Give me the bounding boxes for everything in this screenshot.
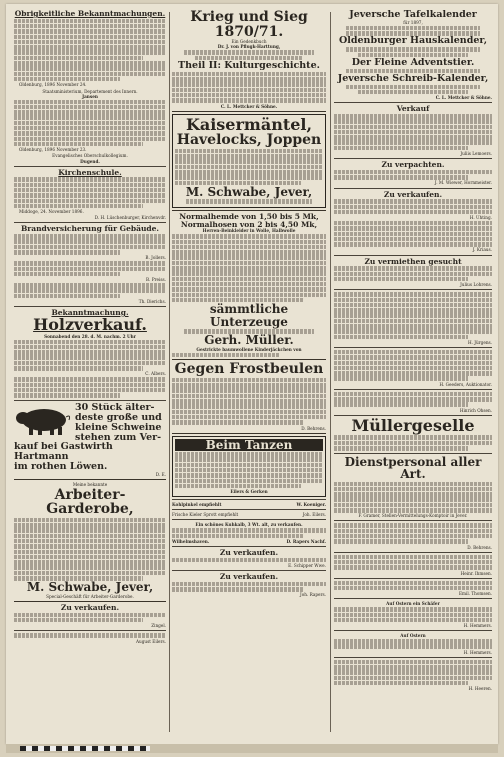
section-heading: Verkauf: [396, 104, 430, 114]
newspaper-page: [6, 4, 498, 744]
ad-line-bold: Normalhemde von 1,50 bis 5 Mk,: [179, 211, 319, 221]
ad-heading: Havelocks, Joppen: [176, 132, 322, 149]
notice-signature: Heinr. Ihmsen.: [460, 570, 492, 576]
notice-signature: B. Jollers.: [145, 255, 166, 261]
notice-signature: D. E.: [155, 472, 166, 478]
ad-line: Ein schönes Kuhkalb, 3 Wt. alt, zu verkaufen.: [195, 522, 303, 528]
ad-sub: Ein Gedenkbuch: [231, 39, 267, 45]
column-left: [14, 10, 166, 735]
notice-signature: D. Behrens.: [301, 425, 326, 431]
ad-sub: für 1897,: [403, 19, 423, 25]
notice-signature: Joh. Eilers.: [302, 512, 326, 518]
ad-line-bold: Normalhosen von 2 bis 4,50 Mk,: [180, 219, 318, 229]
section-heading: Kirchenschule.: [58, 167, 122, 177]
notice-signature: Joh. Rapers.: [300, 592, 326, 598]
pig-line: kleine Schweine: [75, 421, 162, 433]
ad-shop-name: Eilers & Gerken: [230, 489, 268, 495]
column-right: [334, 10, 492, 735]
notice-name: Dugend.: [80, 158, 100, 164]
ad-shop-name: M. Schwabe, Jever,: [185, 184, 313, 199]
notice-signature: J. M. Wiewer, Hornmeister.: [434, 180, 492, 186]
pig-line: kauf bei Gastwirth Hartmann: [14, 441, 113, 463]
section-heading: Zu verkaufen.: [219, 572, 279, 582]
ad-heading: Beim Tanzen: [175, 439, 323, 452]
pig-headline: 30 Stück älter-: [75, 402, 155, 413]
ad-heading: Arbeiter-Garderobe,: [46, 486, 134, 518]
ad-heading: Gegen Frostbeulen: [174, 361, 324, 378]
notice-signature: August Eilers.: [136, 638, 166, 644]
notice-date: Middoge, 24. November 1896.: [19, 209, 84, 215]
section-heading: Zu verkaufen.: [383, 189, 443, 199]
notice-signature: B. Preiss.: [145, 277, 166, 283]
ad-heading: Dienstpersonal aller Art.: [344, 454, 482, 482]
notice-signature: D. Behrens.: [467, 544, 492, 550]
dance-advert: [172, 436, 326, 498]
pig-line: stehen zum Ver-: [75, 431, 162, 443]
sprott-text: Frische Kieler Sprott empfiehlt: [172, 512, 239, 518]
notice-signature: H. Geeders, Auktionator.: [439, 381, 492, 387]
ad-shop-name: C. L. Mettcker & Söhne.: [435, 95, 492, 101]
notice-date: Oldenburg, 1896 November 24.: [19, 82, 87, 88]
notice-signature: H. Jürgens.: [467, 339, 492, 345]
ad-editor: Dr. J. von Pflugk-Harttung,: [217, 44, 281, 50]
notice-signature: J. Kriaus.: [472, 247, 492, 253]
ad-shop-name: C. L. Mettcker & Söhne.: [220, 103, 278, 109]
notice-signature: Hinrich Ohsen.: [459, 407, 492, 413]
notice-signature: H. Uhting.: [469, 215, 492, 221]
notice-signature: H. Hemmers.: [463, 623, 492, 629]
notice-signature: Julius Lohrens.: [460, 282, 492, 288]
ad-date: Sonnabend den 28. d. M. nachm. 2 Uhr: [44, 333, 136, 339]
notice-signature: Juliis Lemoers.: [460, 151, 492, 157]
pig-line: im rothen Löwen.: [14, 461, 108, 473]
ad-shop-name: Gerh. Müller.: [204, 333, 294, 348]
notice-signature: C. Albers.: [145, 371, 166, 377]
ad-line: Herren-Beinkleider in Wolle, Halbwolle: [202, 228, 296, 234]
ad-label: Meine bekannte: [72, 482, 108, 488]
ad-heading: Der Fleine Adventstier.: [351, 56, 475, 68]
notice-signature: Zingel.: [151, 623, 166, 629]
column-divider: [169, 12, 170, 732]
kohl-text: Kohlpinkel empfiehlt: [172, 502, 222, 508]
section-heading: Zu verkaufen.: [60, 603, 120, 612]
ad-sub: Gestrickte baumwollene Kinderjäckchen von: [196, 347, 302, 353]
ad-heading: Krieg und Sieg 1870/71.: [190, 10, 308, 40]
pig-line: deste große und: [75, 411, 162, 423]
pig-illustration-icon: [14, 403, 72, 437]
section-heading: Zu verpachten.: [381, 160, 445, 170]
notice-signature: Th. Dierichs.: [138, 298, 166, 304]
scan-color-ruler: [20, 746, 150, 751]
ad-line: [172, 512, 326, 517]
section-heading: Bekanntmachung.: [51, 307, 129, 317]
pig-advert: [14, 403, 166, 478]
ad-heading: Oldenburger Hauskalender,: [338, 35, 488, 47]
notice-heading: Obrigkeitliche Bekanntmachungen.: [14, 10, 166, 18]
ad-line: [172, 539, 326, 544]
notice-signature: D. Rapers Nachf.: [286, 538, 326, 544]
notice-name: Jansen: [82, 93, 98, 99]
notice-signature: W. Koeniger.: [296, 502, 326, 508]
column-middle: [172, 10, 326, 735]
ad-heading: Jeversche Schreib-Kalender,: [337, 72, 489, 84]
notice-signature: Staatsministerium, Departement des Innern.: [42, 88, 138, 94]
ad-heading: sämmtliche Unterzeuge: [209, 302, 289, 329]
ad-heading: Kaisermäntel,: [185, 114, 313, 134]
notice-signature: D. H. Lüschenburger, Kirchenvdr.: [94, 215, 166, 221]
place-text: Wilhelmshaven.: [172, 538, 210, 544]
ad-line: [172, 502, 326, 507]
notice-signature: Evangelisches Oberschulkollegium.: [52, 153, 128, 159]
ad-shop-sub: Special-Geschäft für Arbeiter-Garderobe.: [46, 593, 134, 599]
ad-heading: Jeversche Tafelkalender: [349, 10, 477, 20]
section-heading: Auf Ostern ein Schäfer: [386, 601, 440, 607]
column-divider: [330, 12, 331, 732]
notice-signature: Emil. Thomsen.: [458, 591, 492, 597]
section-heading: Brandversicherung für Gebäude.: [20, 224, 160, 234]
notice-date: Oldenburg, 1896 November 23.: [19, 147, 87, 153]
notice-signature: H. Heeren.: [468, 686, 492, 692]
section-heading: Zu verkaufen.: [219, 547, 279, 557]
coat-advert: [172, 114, 326, 208]
section-heading: Zu vermiethen gesucht: [364, 256, 462, 266]
ad-heading: Theil II: Kulturgeschichte.: [178, 59, 320, 71]
notice-signature: E. Schipper Wwe.: [288, 562, 326, 568]
ad-heading: Müllergeselle: [351, 415, 475, 435]
ad-shop-name: M. Schwabe, Jever,: [26, 580, 154, 595]
notice-signature: H. Hemmers.: [463, 649, 492, 655]
section-heading: Auf Ostern: [400, 633, 426, 639]
ad-heading: Holzverkauf.: [33, 314, 147, 334]
notice-signature: F. Gramer, Stellen-Vermittelungs-Komptoir in Jever.: [358, 513, 468, 519]
